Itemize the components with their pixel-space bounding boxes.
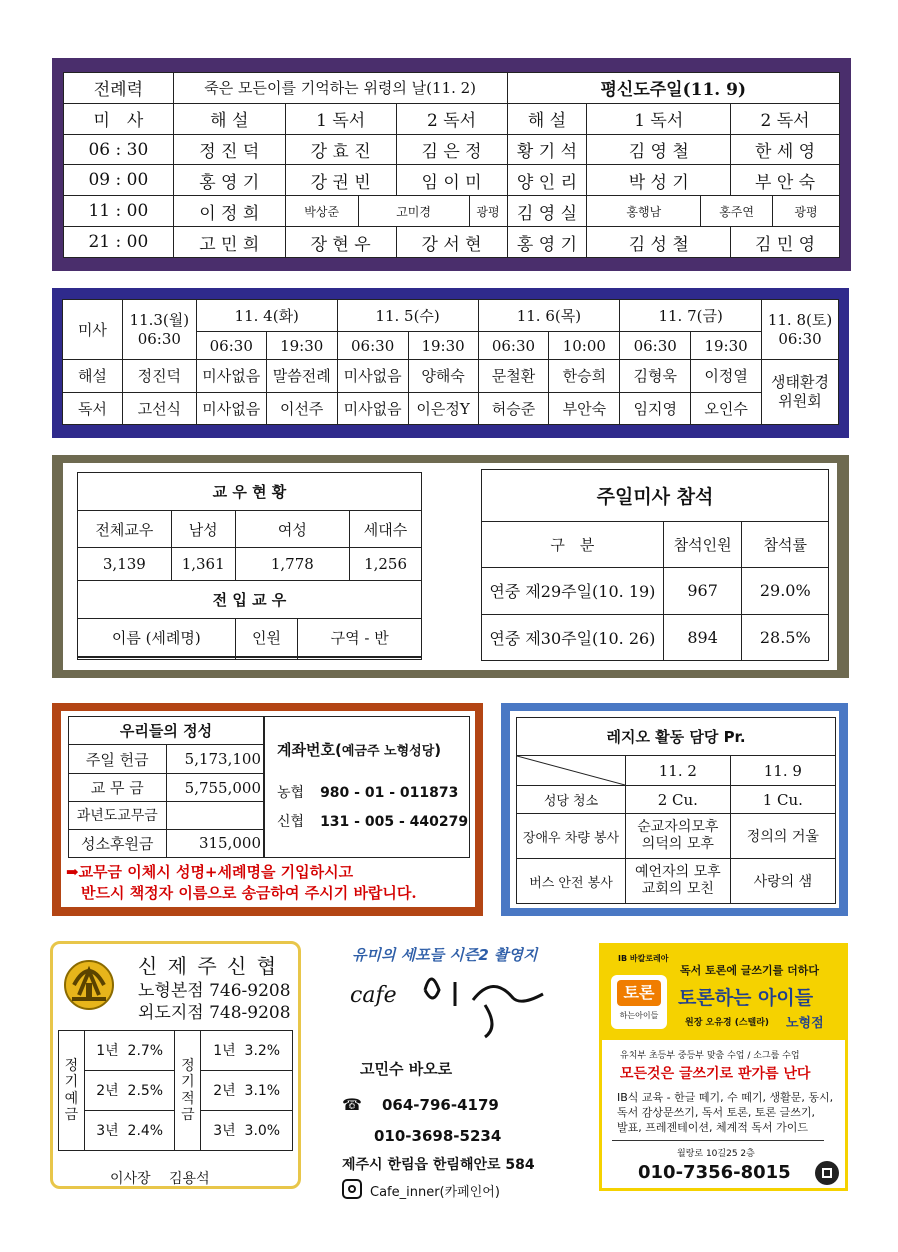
time-cell: 06:30 <box>337 332 408 360</box>
table-cell: 김 성 철 <box>587 227 731 258</box>
academy-phone: 010-7356-8015 <box>638 1162 791 1183</box>
sunday-label: 연중 제29주일(10. 19) <box>482 568 664 615</box>
commentary-label: 해설 <box>63 360 123 392</box>
parishioner-table <box>77 472 422 660</box>
time-cell: 06:30 <box>196 332 266 360</box>
time-cell: 09 : 00 <box>64 165 174 196</box>
col-header: 이름 (세례명) <box>78 618 236 656</box>
table-cell: 오인수 <box>691 392 762 424</box>
table-cell: 한승희 <box>549 360 620 392</box>
table-cell: 이 정 희 <box>173 196 285 227</box>
table-cell: 정진덕 <box>122 360 196 392</box>
table-cell: 부안숙 <box>549 392 620 424</box>
attendance-rate: 29.0% <box>742 568 829 615</box>
academy-line4: 독서 감상문쓰기, 독서 토론, 토론 글쓰기, <box>617 1106 815 1119</box>
rate-cell: 3년 2.4% <box>84 1110 175 1150</box>
total-value: 3,139 <box>78 548 172 581</box>
academy-divider <box>612 1140 824 1141</box>
commentary-col: 해 설 <box>173 103 285 134</box>
cafe-owner: 고민수 바오로 <box>360 1060 453 1078</box>
time-cell: 06 : 30 <box>64 134 174 165</box>
col-header: 여성 <box>235 510 349 548</box>
table-cell: 양 인 리 <box>507 165 587 196</box>
table-cell: 광평 <box>469 196 507 227</box>
table-cell: 홍주연 <box>701 196 773 227</box>
col-header: 참석인원 <box>663 522 742 568</box>
reading1-col: 1 독서 <box>587 103 731 134</box>
academy-director: 원장 오유경 (스텔라) <box>685 1018 770 1028</box>
table-cell: 고선식 <box>122 392 196 424</box>
col-header: 남성 <box>171 510 235 548</box>
credit-union-logo <box>60 955 118 1011</box>
liturgy-label: 전례력 <box>64 73 174 104</box>
table-cell: 부 안 숙 <box>731 165 840 196</box>
table-cell: 예언자의 모후 교회의 모친 <box>626 859 731 904</box>
installment-label: 정 기 적 금 <box>175 1031 201 1151</box>
ib-tag: IB 바칼로레아 <box>618 954 669 963</box>
legio-table <box>516 717 836 904</box>
empty-cell <box>235 658 298 660</box>
offering-title: 우리들의 정성 <box>69 717 264 745</box>
male-value: 1,361 <box>171 548 235 581</box>
table-cell: 김 민 영 <box>731 227 840 258</box>
table-cell: 한 세 영 <box>731 134 840 165</box>
laity-sunday-header: 평신도주일(11. 9) <box>507 73 840 104</box>
table-cell: 광평 <box>773 196 840 227</box>
table-cell: 미사없음 <box>337 392 408 424</box>
legio-title: 레지오 활동 담당 Pr. <box>517 718 836 756</box>
rates-table <box>58 1030 293 1151</box>
table-cell: 미사없음 <box>337 360 408 392</box>
fixed-deposit-label: 정 기 예 금 <box>59 1031 85 1151</box>
date-header: 11. 2 <box>626 756 731 786</box>
attendance-rate: 28.5% <box>742 614 829 661</box>
day-header: 11. 4(화) <box>196 300 337 332</box>
weekday-table <box>62 299 839 425</box>
cafe-address: 제주시 한림읍 한림해안로 584 <box>342 1157 535 1173</box>
filming-location: 유미의 세포들 시즌2 촬영지 <box>352 946 538 964</box>
credit-union-name: 신 제 주 신 협 <box>138 954 279 978</box>
main-branch: 노형본점 746-9208 <box>138 981 291 1001</box>
offering-label: 교 무 금 <box>69 773 167 801</box>
instagram-icon <box>342 1179 362 1199</box>
offering-label: 성소후원금 <box>69 829 167 857</box>
day-saturday: 11. 8(토) 06:30 <box>762 300 839 360</box>
col-header: 세대수 <box>350 510 422 548</box>
table-cell: 강 권 빈 <box>285 165 396 196</box>
time-cell: 06:30 <box>478 332 549 360</box>
mass-label: 미사 <box>63 300 123 360</box>
offering-label: 과년도교무금 <box>69 802 167 829</box>
table-cell: 김 영 철 <box>587 134 731 165</box>
rate-cell: 1년 2.7% <box>84 1031 175 1071</box>
rate-cell: 3년 3.0% <box>201 1110 293 1150</box>
attendance-count: 967 <box>663 568 742 615</box>
reading1-col: 1 독서 <box>285 103 396 134</box>
cafe-logo <box>415 960 555 1040</box>
academy-line2: 모든것은 글쓰기로 판가름 난다 <box>620 1066 811 1082</box>
mass-col: 미 사 <box>64 103 174 134</box>
day-header: 11. 7(금) <box>620 300 762 332</box>
table-cell: 2 Cu. <box>626 786 731 814</box>
reading2-col: 2 독서 <box>731 103 840 134</box>
academy-address: 월랑로 10길25 2층 <box>677 1149 755 1159</box>
rate-cell: 1년 3.2% <box>201 1031 293 1071</box>
empty-cell <box>298 658 422 660</box>
account-row: 신협 131 - 005 - 440279 <box>277 814 469 830</box>
account-box <box>264 716 470 858</box>
empty-cell <box>78 658 236 660</box>
ecology-committee: 생태환경 위원회 <box>762 360 839 425</box>
table-cell: 임 이 미 <box>396 165 507 196</box>
new-members-title: 전 입 교 우 <box>78 581 422 619</box>
cafe-instagram: Cafe_inner(카페인어) <box>370 1185 500 1200</box>
diagonal-cell <box>517 756 626 786</box>
table-cell: 고 민 희 <box>173 227 285 258</box>
table-cell: 김 영 실 <box>507 196 587 227</box>
female-value: 1,778 <box>235 548 349 581</box>
liturgy-table <box>63 72 840 258</box>
academy-branch: 노형점 <box>786 1016 824 1031</box>
time-cell: 06:30 <box>620 332 691 360</box>
time-cell: 19:30 <box>408 332 478 360</box>
time-cell: 19:30 <box>266 332 337 360</box>
table-cell: 이선주 <box>266 392 337 424</box>
attendance-table <box>481 469 829 661</box>
attendance-title: 주일미사 참석 <box>482 470 829 522</box>
table-cell: 홍행남 <box>587 196 701 227</box>
academy-brand: 토론하는 아이들 <box>678 987 814 1009</box>
table-cell: 순교자의모후 의덕의 모후 <box>626 814 731 859</box>
attendance-count: 894 <box>663 614 742 661</box>
offering-amount: 5,755,000 <box>166 773 263 801</box>
col-header: 전체교우 <box>78 510 172 548</box>
sub-branch: 외도지점 748-9208 <box>138 1003 291 1023</box>
day-monday: 11.3(월) 06:30 <box>122 300 196 360</box>
duty-label: 성당 청소 <box>517 786 626 814</box>
parishioner-title: 교 우 현 황 <box>78 473 422 511</box>
rate-cell: 2년 3.1% <box>201 1070 293 1110</box>
table-cell: 말씀전례 <box>266 360 337 392</box>
table-cell: 정 진 덕 <box>173 134 285 165</box>
all-souls-header: 죽은 모든이를 기억하는 위령의 날(11. 2) <box>173 73 507 104</box>
table-cell: 사랑의 샘 <box>730 859 835 904</box>
academy-logo: 토론 하는아이들 <box>611 975 667 1029</box>
offering-label: 주일 헌금 <box>69 745 167 773</box>
offering-table <box>68 716 264 858</box>
table-cell: 양해숙 <box>408 360 478 392</box>
duty-label: 버스 안전 봉사 <box>517 859 626 904</box>
time-cell: 19:30 <box>691 332 762 360</box>
sunday-label: 연중 제30주일(10. 26) <box>482 614 664 661</box>
duty-label: 장애우 차량 봉사 <box>517 814 626 859</box>
time-cell: 21 : 00 <box>64 227 174 258</box>
table-cell: 고미경 <box>358 196 469 227</box>
col-header: 구역 - 반 <box>298 618 422 656</box>
table-cell: 강 효 진 <box>285 134 396 165</box>
day-header: 11. 5(수) <box>337 300 478 332</box>
offering-amount: 315,000 <box>166 829 263 857</box>
table-cell: 김형욱 <box>620 360 691 392</box>
phone-icon: ☎ <box>342 1095 362 1114</box>
col-header: 참석률 <box>742 522 829 568</box>
table-cell: 황 기 석 <box>507 134 587 165</box>
diagonal-line <box>517 756 625 785</box>
household-value: 1,256 <box>350 548 422 581</box>
chairman: 이사장 김용석 <box>110 1171 210 1187</box>
table-cell: 미사없음 <box>196 360 266 392</box>
col-header: 구 분 <box>482 522 664 568</box>
academy-line1: 유치부 초등부 중등부 맞춤 수업 / 소그룹 수업 <box>620 1051 800 1061</box>
account-row: 농협 980 - 01 - 011873 <box>277 785 459 801</box>
table-cell: 홍 영 기 <box>173 165 285 196</box>
day-header: 11. 6(목) <box>478 300 620 332</box>
transfer-note: ➡교무금 이체시 성명+세례명을 기입하시고 반드시 책정자 이름으로 송금하여 주시기 바랍니다. <box>66 863 417 902</box>
table-cell: 홍 영 기 <box>507 227 587 258</box>
table-cell: 이정열 <box>691 360 762 392</box>
table-cell: 정의의 거울 <box>730 814 835 859</box>
academy-line5: 발표, 프레젠테이션, 체계적 독서 가이드 <box>617 1121 808 1134</box>
commentary-col: 해 설 <box>507 103 587 134</box>
table-cell: 이은정Y <box>408 392 478 424</box>
offering-amount: 5,173,100 <box>166 745 263 773</box>
cafe-script: cafe <box>350 983 397 1008</box>
reading2-col: 2 독서 <box>396 103 507 134</box>
academy-line3: IB식 교육 - 한글 떼기, 수 떼기, 생활문, 동시, <box>617 1091 834 1104</box>
table-cell: 강 서 현 <box>396 227 507 258</box>
offering-amount <box>166 802 263 829</box>
table-cell: 임지영 <box>620 392 691 424</box>
table-cell: 1 Cu. <box>730 786 835 814</box>
qr-icon <box>815 1161 839 1185</box>
date-header: 11. 9 <box>730 756 835 786</box>
cafe-mobile: 010-3698-5234 <box>374 1127 502 1145</box>
table-cell: 박 성 기 <box>587 165 731 196</box>
col-header: 인원 <box>235 618 298 656</box>
reading-label: 독서 <box>63 392 123 424</box>
rate-cell: 2년 2.5% <box>84 1070 175 1110</box>
table-cell: 김 은 정 <box>396 134 507 165</box>
table-cell: 미사없음 <box>196 392 266 424</box>
table-cell: 문철환 <box>478 360 549 392</box>
table-cell: 장 현 우 <box>285 227 396 258</box>
time-cell: 10:00 <box>549 332 620 360</box>
cafe-tel: 064-796-4179 <box>382 1096 499 1114</box>
academy-slogan: 독서 토론에 글쓰기를 더하다 <box>680 964 819 977</box>
time-cell: 11 : 00 <box>64 196 174 227</box>
account-title: 계좌번호(예금주 노형성당) <box>277 741 442 759</box>
table-cell: 박상준 <box>285 196 358 227</box>
table-cell: 허승준 <box>478 392 549 424</box>
